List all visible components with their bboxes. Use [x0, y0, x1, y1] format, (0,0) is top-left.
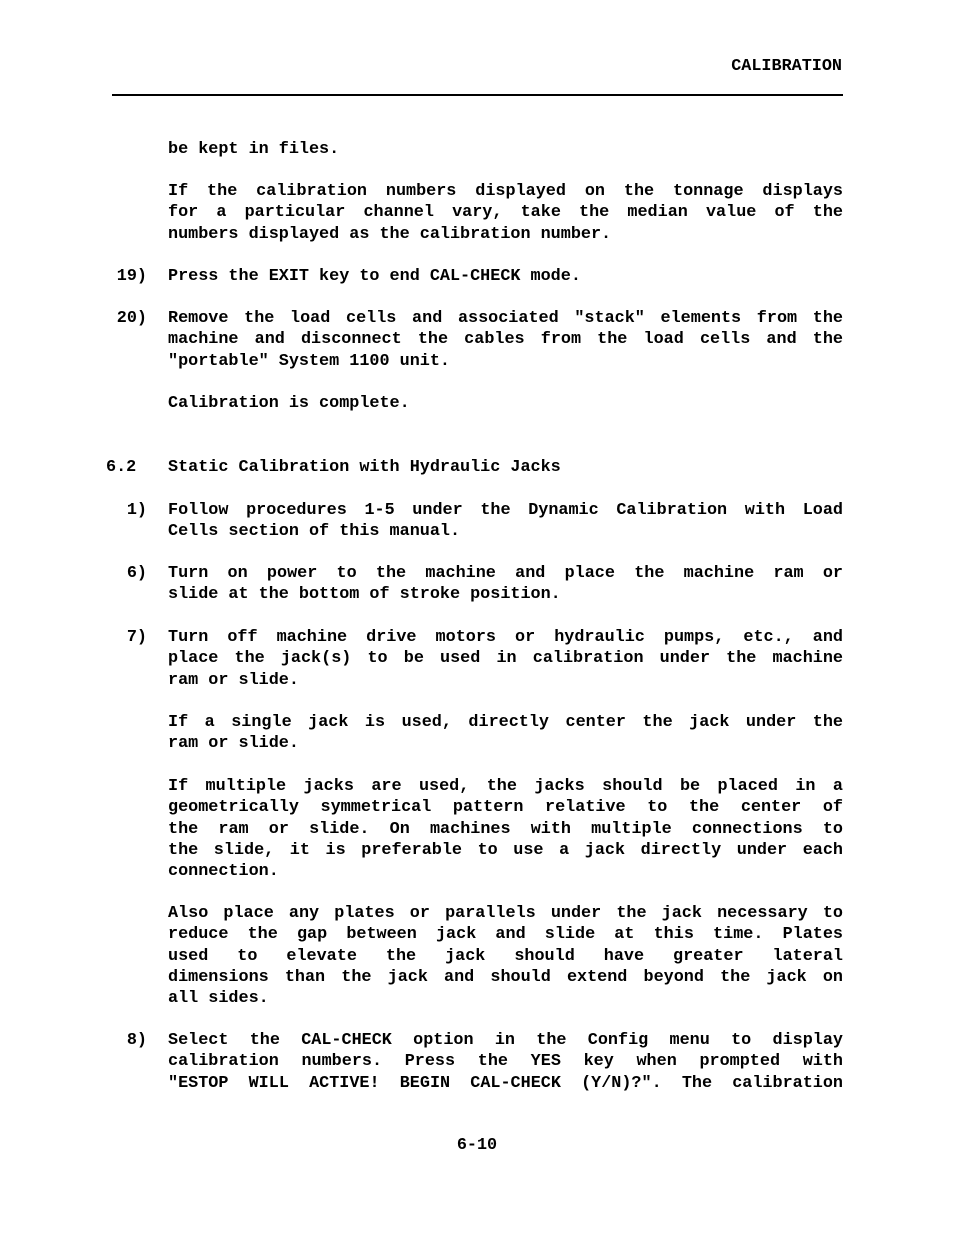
text-line: be kept in files. [168, 140, 340, 159]
text-line: If multiple jacks are used, the jacks should be placed in a [168, 777, 843, 796]
text-line: reduce the gap between jack and slide at this time. Plates [168, 925, 843, 945]
text-line: all sides. [168, 989, 269, 1009]
step-number: 7) [126, 628, 147, 647]
header-rule [112, 94, 843, 96]
step-number: 20) [116, 309, 147, 328]
paragraph-text [168, 1030, 843, 1094]
text-line: "portable" System 1100 unit. [168, 351, 450, 371]
paragraph-text [168, 903, 843, 1009]
paragraph-text [168, 500, 843, 543]
text-line: Follow procedures 1-5 under the Dynamic Calibration with Load [168, 501, 843, 520]
paragraph-text [168, 393, 843, 414]
paragraph-text [168, 627, 843, 691]
paragraph-text [168, 776, 843, 882]
text-line: Turn on power to the machine and place the machine ram or [168, 564, 843, 583]
paragraph-text [168, 563, 843, 606]
paragraph-text [168, 181, 843, 245]
text-line: the slide, it is preferable to use a jack directly under each [168, 840, 843, 860]
text-line: Remove the load cells and associated "stack" elements from the [168, 309, 843, 328]
text-line: for a particular channel vary, take the median value of the [168, 203, 843, 223]
text-line: ram or slide. [168, 670, 299, 690]
text-line: If the calibration numbers displayed on the tonnage displays [168, 182, 843, 201]
text-line: dimensions than the jack and should extend beyond the jack on [168, 967, 843, 987]
text-line: connection. [168, 862, 279, 882]
text-line: Press the EXIT key to end CAL-CHECK mode. [168, 267, 581, 286]
running-header: CALIBRATION [731, 57, 842, 76]
text-line: Calibration is complete. [168, 394, 410, 413]
paragraph-text [168, 266, 843, 287]
page-number: 6-10 [456, 1136, 498, 1155]
text-line: geometrically symmetrical pattern relative to the center of [168, 798, 843, 818]
step-number: 1) [126, 501, 147, 520]
text-line: used to elevate the jack should have greater lateral [168, 946, 843, 966]
text-line: machine and disconnect the cables from the load cells and the [168, 330, 843, 350]
section-number: 6.2 [106, 458, 137, 477]
paragraph-text [168, 457, 843, 478]
text-line: ram or slide. [168, 734, 299, 754]
text-line: Turn off machine drive motors or hydraulic pumps, etc., and [168, 628, 843, 647]
text-line: slide at the bottom of stroke position. [168, 585, 561, 605]
step-number: 19) [116, 267, 147, 286]
text-line: the ram or slide. On machines with multiple connections to [168, 819, 843, 839]
step-number: 6) [126, 564, 147, 583]
paragraph-text [168, 139, 843, 160]
text-line: Static Calibration with Hydraulic Jacks [168, 458, 561, 477]
text-line: Select the CAL-CHECK option in the Config menu to display [168, 1031, 843, 1050]
text-line: numbers displayed as the calibration number. [168, 224, 612, 244]
text-line: Cells section of this manual. [168, 522, 461, 542]
text-line: calibration numbers. Press the YES key when prompted with [168, 1052, 843, 1072]
text-line: "ESTOP WILL ACTIVE! BEGIN CAL-CHECK (Y/N)?". The calibration [168, 1073, 843, 1093]
step-number: 8) [126, 1031, 147, 1050]
paragraph-text [168, 712, 843, 755]
text-line: place the jack(s) to be used in calibration under the machine [168, 649, 843, 669]
text-line: Also place any plates or parallels under the jack necessary to [168, 904, 843, 923]
paragraph-text [168, 308, 843, 372]
text-line: If a single jack is used, directly center the jack under the [168, 713, 843, 732]
